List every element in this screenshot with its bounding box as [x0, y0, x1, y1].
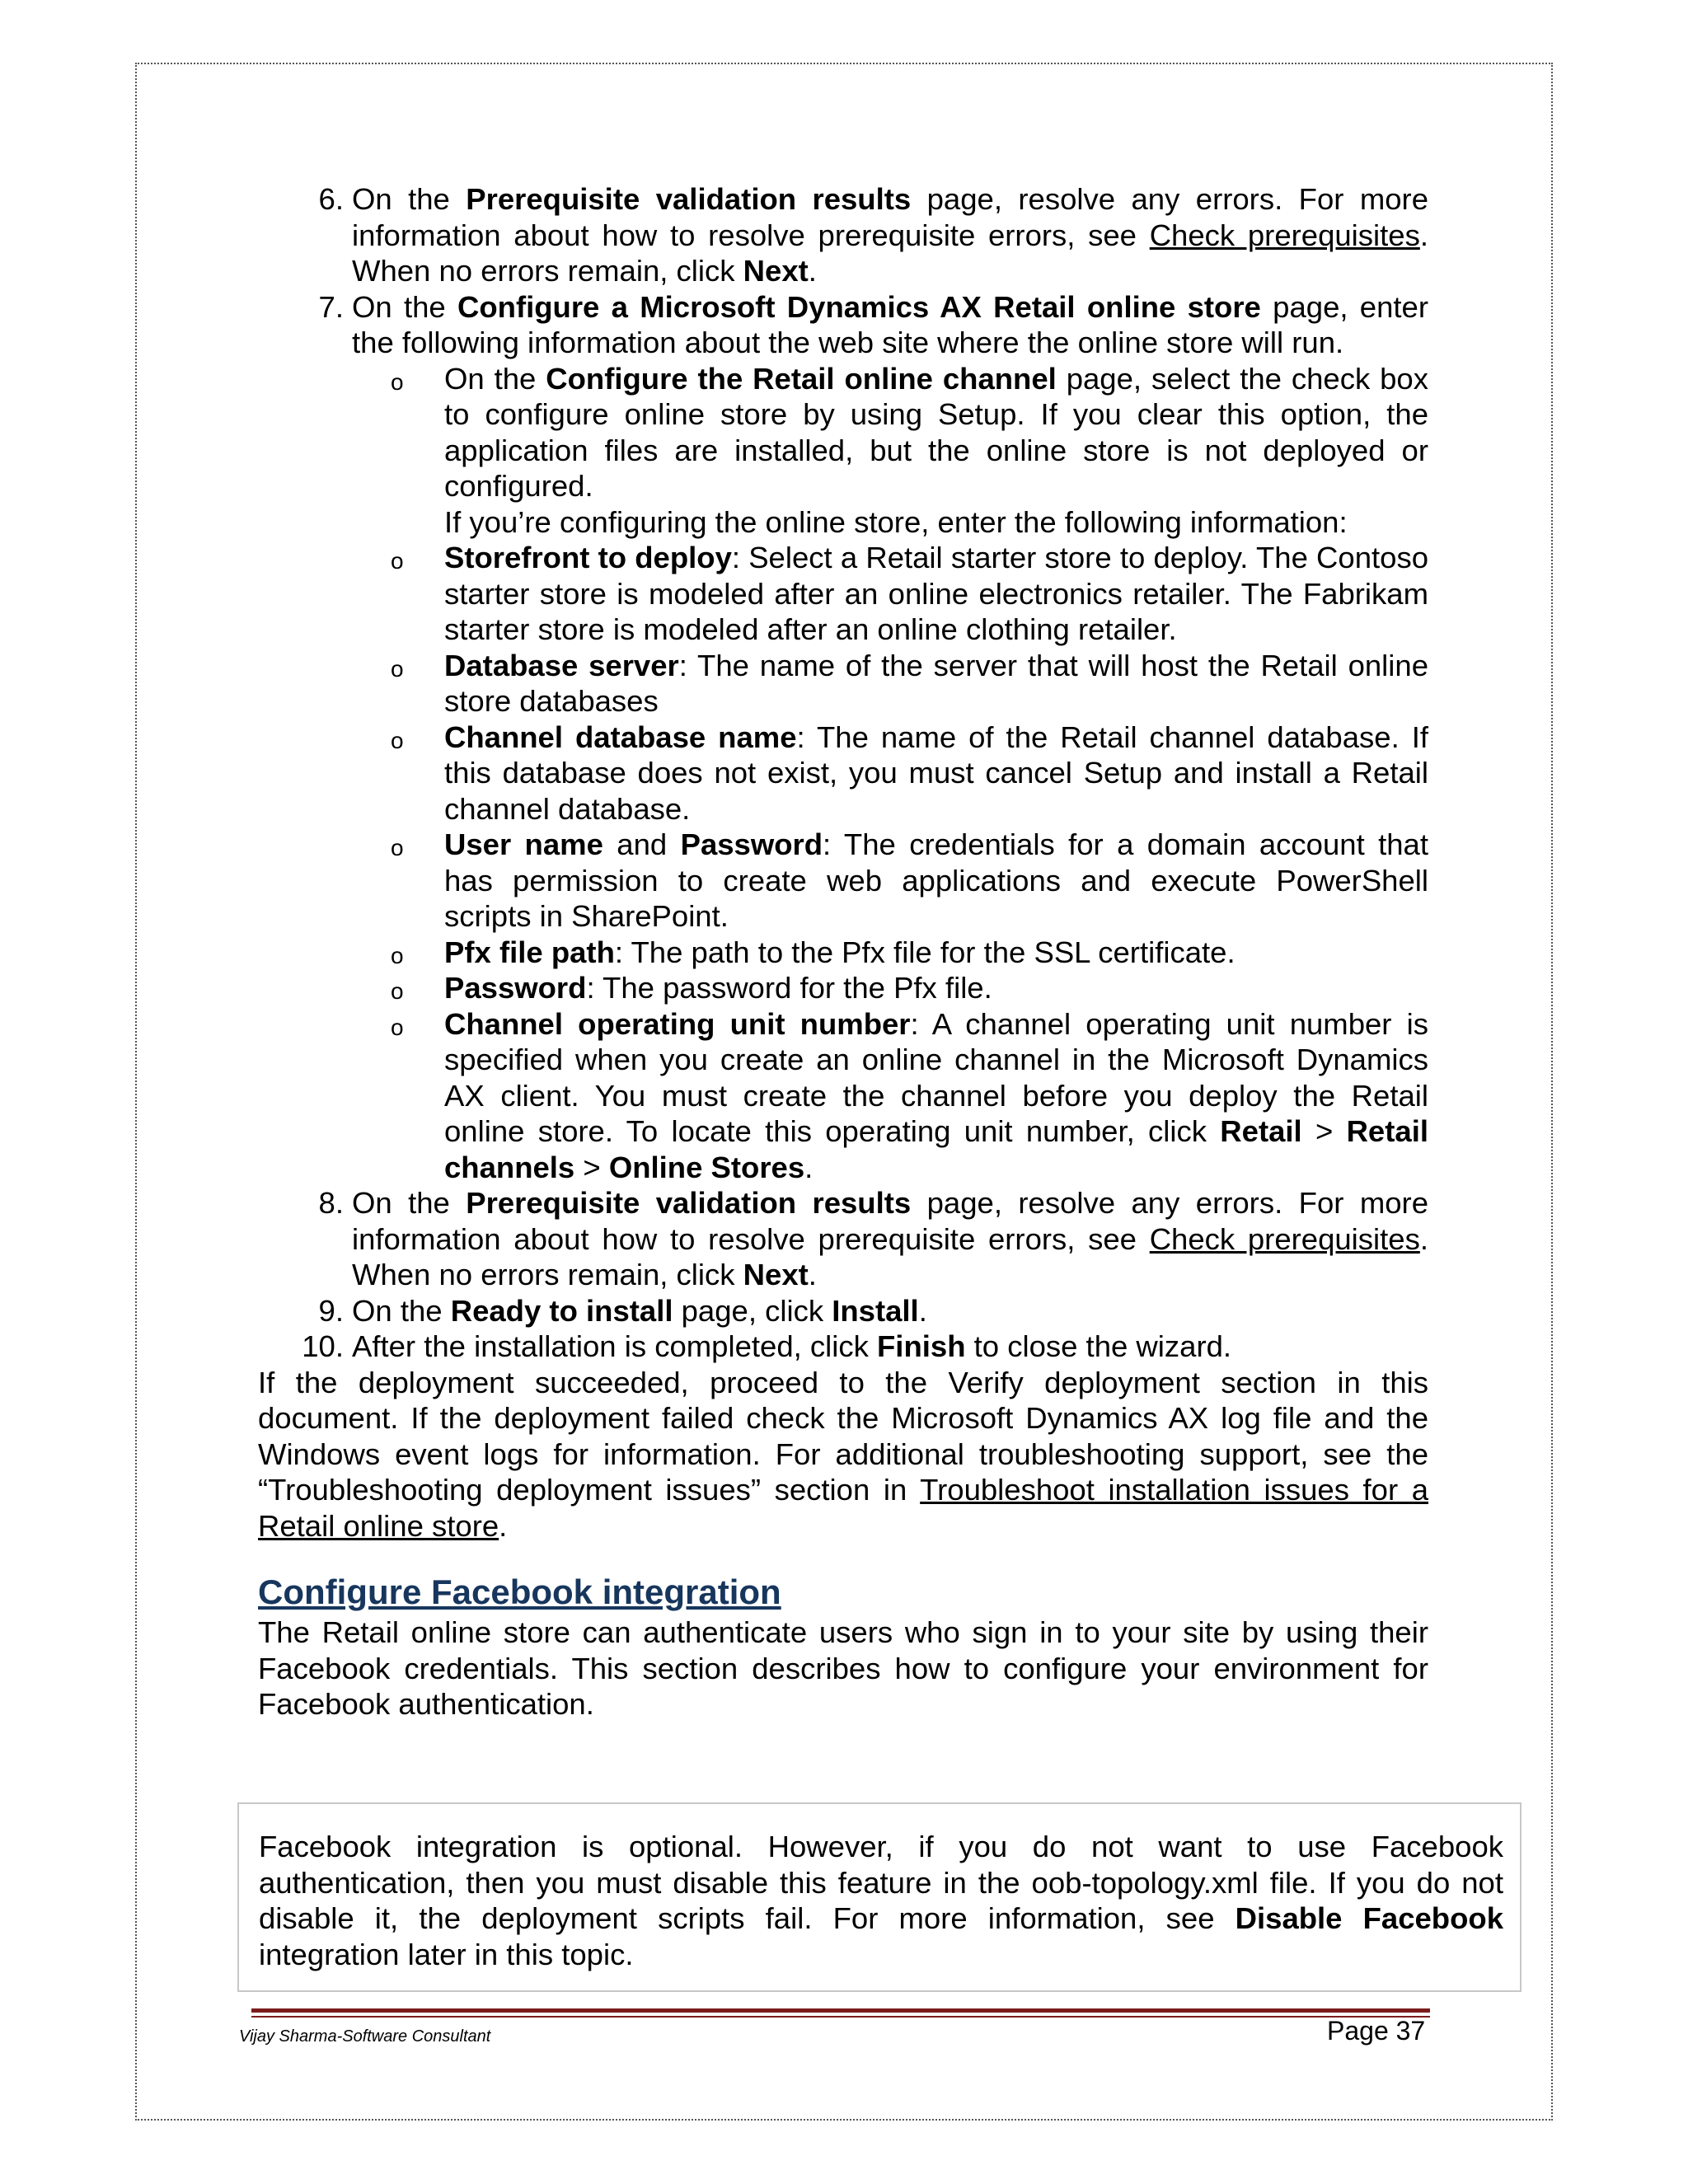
- step-text: .: [918, 1293, 927, 1328]
- subitem-pfx-password: [391, 970, 1428, 1006]
- step-text: On the: [352, 1186, 467, 1220]
- step-number: 6.: [318, 182, 344, 216]
- subitem-pfx-path: [391, 935, 1428, 971]
- step-6: [318, 181, 1428, 289]
- subitem-text: : The path to the Pfx file for the SSL certificate.: [614, 935, 1236, 969]
- paragraph-text: If the deployment succeeded, proceed to the Verify deployment section in this document. If the deployment failed check the Microsoft Dynamics AX log file and the Windows event logs for information. For additional troubleshooting support, see the “Troubleshooting deployment issues” section in: [258, 1365, 1428, 1507]
- step-text: page, resolve any errors. For more information about how to resolve prerequisite errors, see: [352, 1186, 1428, 1256]
- subitem-text: : Select a Retail starter store to deploy. The Contoso starter store is modeled after an online electronics retailer. The Fabrikam starter store is modeled after an online clothing retailer.: [444, 541, 1429, 646]
- step-number: 9.: [318, 1293, 344, 1328]
- ui-term: Next: [743, 254, 809, 288]
- step-number: 7.: [318, 289, 344, 324]
- step-text: On the: [352, 1293, 451, 1328]
- note-text: integration later in this topic.: [259, 1937, 634, 1971]
- step-7: [318, 289, 1428, 361]
- subitem-text: On the: [444, 361, 546, 396]
- check-prerequisites-link[interactable]: Check prerequisites: [1149, 1221, 1420, 1256]
- bullet-icon: o: [391, 548, 404, 574]
- subitem-storefront: [391, 540, 1429, 648]
- step-number: 8.: [318, 1186, 344, 1220]
- field-name: Channel operating unit number: [444, 1006, 911, 1041]
- footer-author: Vijay Sharma-Software Consultant: [239, 2027, 491, 2046]
- step-text: page, resolve any errors. For more information about how to resolve prerequisite errors, see: [352, 182, 1428, 252]
- bullet-icon: o: [391, 368, 404, 395]
- subitem-text: : A channel operating unit number is specified when you create an online channel in the Microsoft Dynamics AX client. You must create the channel before you deploy the Retail online store. To locate this operating unit number, click: [444, 1006, 1428, 1148]
- step-text: .: [808, 1258, 817, 1291]
- subitem-text: .: [804, 1150, 814, 1184]
- step-text: page, click: [673, 1293, 832, 1328]
- step-10: [302, 1329, 1428, 1365]
- ui-term: Retail channels: [444, 1114, 1428, 1184]
- step-9: [318, 1293, 1428, 1329]
- page-number: Page 37: [1327, 2016, 1426, 2046]
- field-name: Password: [444, 971, 587, 1005]
- step-8: [318, 1185, 1428, 1293]
- step-text: . When no errors remain, click: [352, 1221, 1428, 1291]
- subitem-text: : The password for the Pfx file.: [586, 971, 992, 1005]
- subitem-text: : The credentials for a domain account that has permission to create web applications and execute PowerShell scripts in SharePoint.: [444, 827, 1428, 933]
- ui-term: Retail: [1220, 1114, 1302, 1148]
- step-text: . When no errors remain, click: [352, 218, 1428, 288]
- step-text: On the: [352, 182, 467, 216]
- footer-rule: [251, 2008, 1430, 2013]
- step-text: .: [808, 254, 817, 288]
- ui-term: Finish: [877, 1329, 966, 1363]
- ui-term: Online Stores: [608, 1150, 805, 1184]
- ui-term: Ready to install: [450, 1293, 673, 1328]
- step-text: On the: [352, 289, 458, 324]
- field-name: Pfx file path: [444, 935, 615, 969]
- bullet-icon: o: [391, 727, 404, 753]
- subitem-credentials: [391, 827, 1428, 935]
- field-name: Database server: [444, 648, 679, 682]
- ui-term: Next: [743, 1258, 809, 1291]
- bullet-icon: o: [391, 1014, 404, 1040]
- deployment-paragraph: [258, 1365, 1428, 1544]
- step-number: 10.: [302, 1329, 344, 1363]
- field-name: User name: [444, 827, 603, 861]
- subitem-configure-channel: [391, 361, 1428, 541]
- paragraph-text: .: [499, 1508, 508, 1543]
- bullet-icon: o: [391, 835, 404, 860]
- field-name: Storefront to deploy: [444, 541, 732, 574]
- field-name: Password: [680, 827, 823, 861]
- subitem-text: page, select the check box to configure online store by using Setup. If you clear this option, the application files are installed, but the online store is not deployed or configured.: [444, 361, 1428, 503]
- ui-term: Configure the Retail online channel: [546, 361, 1057, 396]
- bullet-icon: o: [391, 942, 404, 968]
- facebook-intro: The Retail online store can authenticate users who sign in to your site by using their Facebook credentials. This section describes how to configure your environment for Facebook authentication.: [258, 1615, 1428, 1721]
- subitem-channel-database: [391, 719, 1428, 827]
- ui-term: Install: [832, 1293, 919, 1328]
- facebook-heading: Configure Facebook integration: [258, 1572, 781, 1611]
- ui-term: Prerequisite validation results: [466, 1186, 912, 1220]
- troubleshoot-link[interactable]: Troubleshoot installation issues for a Retail online store: [258, 1473, 1428, 1543]
- subitem-operating-unit: [391, 1006, 1428, 1186]
- bullet-icon: o: [391, 978, 404, 1004]
- subitem-text: : The name of the server that will host the Retail online store databases: [444, 648, 1428, 718]
- subitem-text: >: [574, 1150, 609, 1184]
- subitem-text: >: [1301, 1114, 1347, 1148]
- subitem-text: If you’re configuring the online store, enter the following information:: [444, 504, 1348, 539]
- step-text: to close the wizard.: [965, 1329, 1232, 1363]
- step-text: After the installation is completed, click: [352, 1329, 878, 1363]
- field-name: Channel database name: [444, 719, 797, 754]
- step-text: page, enter the following information about the web site where the online store will run.: [352, 289, 1428, 359]
- footer-rule-thin: [251, 2016, 1430, 2018]
- subitem-text: : The name of the Retail channel database. If this database does not exist, you must cancel Setup and install a Retail channel database.: [444, 719, 1428, 826]
- subitem-database-server: [391, 648, 1428, 719]
- ui-term: Configure a Microsoft Dynamics AX Retail online store: [457, 289, 1261, 324]
- ui-term: Prerequisite validation results: [466, 182, 912, 216]
- bullet-icon: o: [391, 655, 404, 682]
- check-prerequisites-link[interactable]: Check prerequisites: [1149, 218, 1420, 252]
- document-body: [258, 181, 1428, 1722]
- note-text: Facebook integration is optional. However, if you do not want to use Facebook authentication, then you must disable this feature in the oob-topology.xml file. If you do not disable it, the deployment scripts fail. For more information, see: [259, 1830, 1503, 1935]
- ui-term: Disable Facebook: [1235, 1901, 1503, 1935]
- subitem-text: and: [603, 827, 681, 861]
- note-box: [237, 1802, 1522, 1992]
